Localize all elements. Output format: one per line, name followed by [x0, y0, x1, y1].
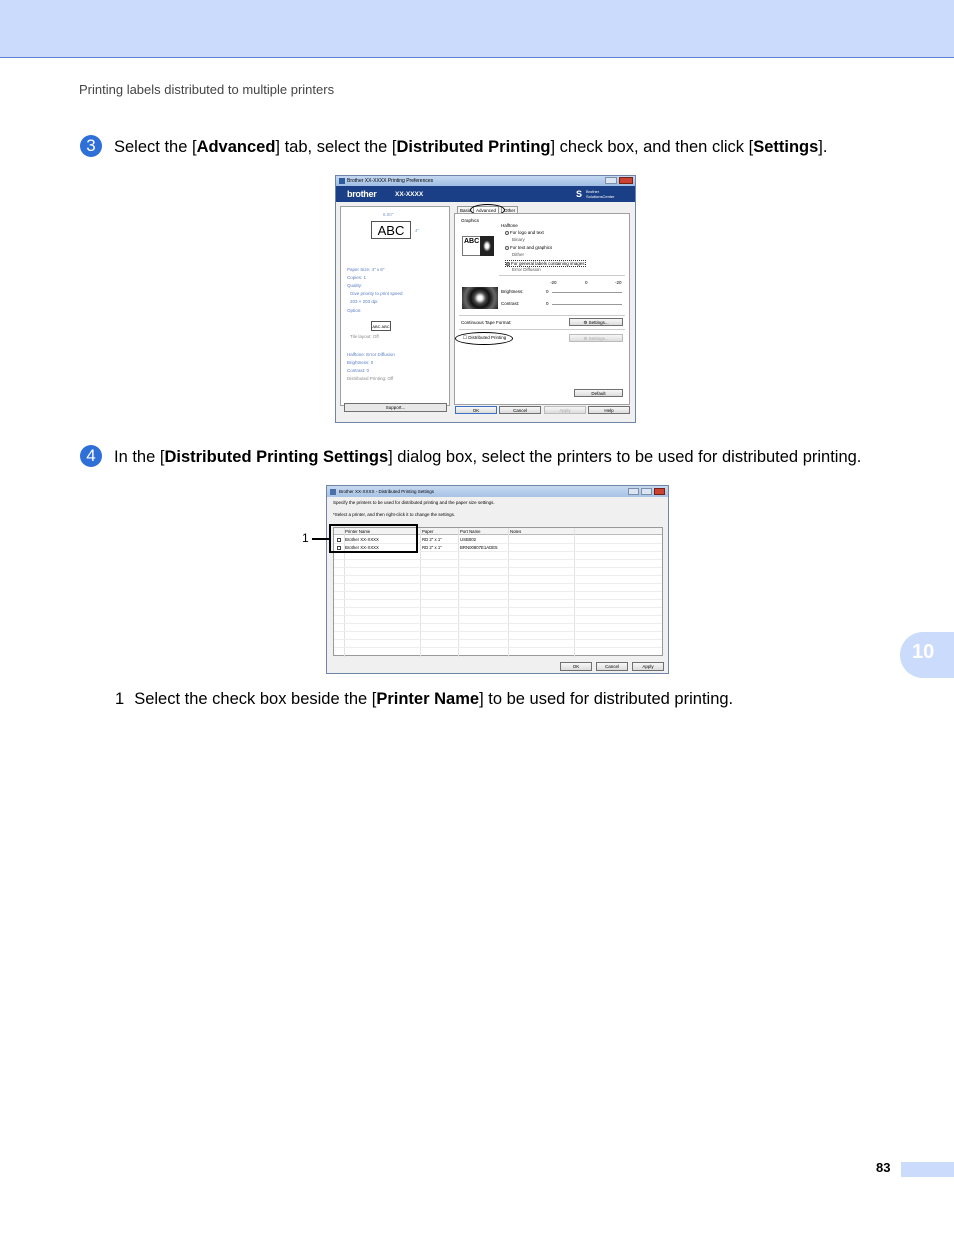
printer-icon	[339, 178, 345, 184]
title-bar	[336, 176, 635, 186]
solutions-center-link[interactable]: Brother SolutionsCenter	[586, 189, 615, 199]
brightness-label: Brightness:	[501, 289, 524, 294]
slider-tick-max: -20	[615, 280, 622, 285]
instruction-text: Specify the printers to be used for distributed printing and the paper size settings.	[333, 500, 495, 505]
column-divider	[458, 528, 459, 657]
halftone-label: Halftone	[501, 223, 518, 228]
table-cell: BRN00807E1ADE5	[460, 545, 498, 550]
flower-icon	[480, 236, 494, 256]
callout-number: 1	[302, 531, 309, 545]
gear-icon: ⚙	[583, 320, 588, 325]
row-line	[334, 615, 662, 616]
height-dimension: 4"	[415, 228, 420, 233]
width-dimension: 6.00"	[383, 212, 394, 217]
brightness-info: Brightness: 0	[347, 360, 374, 365]
copies-info: Copies: 1	[347, 275, 367, 280]
radio-icon	[505, 246, 509, 250]
divider	[499, 275, 625, 276]
maximize-icon[interactable]	[641, 488, 652, 495]
row-line	[334, 607, 662, 608]
ok-button[interactable]: OK	[560, 662, 592, 671]
distributed-settings-button[interactable]: ⚙ Settings...	[569, 334, 623, 342]
help-icon[interactable]	[605, 177, 617, 184]
distributed-settings-screenshot	[326, 485, 669, 674]
chapter-number: 10	[912, 641, 935, 663]
column-divider	[574, 528, 575, 657]
tile-info: Tile layout: Off	[350, 334, 379, 339]
item-bold: Printer Name	[376, 690, 480, 708]
option-info: Option:	[347, 308, 362, 313]
preview-panel	[340, 206, 450, 406]
column-header-paper[interactable]: Paper	[422, 529, 434, 534]
item-number: 1	[115, 690, 125, 708]
halftone-info: Halftone: Error Diffusion	[347, 352, 395, 357]
table-cell: RD 2" x 1"	[422, 537, 442, 542]
support-button[interactable]: Support...	[344, 403, 447, 412]
continuous-settings-button[interactable]: ⚙ Settings...	[569, 318, 623, 326]
printing-preferences-screenshot	[335, 175, 636, 423]
column-header-port-name[interactable]: Port Name	[460, 529, 481, 534]
callout-highlight	[329, 524, 418, 553]
apply-button[interactable]: Apply	[544, 406, 586, 414]
column-header-notes[interactable]: Notes	[510, 529, 522, 534]
row-line	[334, 623, 662, 624]
page-number: 83	[876, 1160, 891, 1175]
row-line	[334, 567, 662, 568]
slider-tick-min: -20	[550, 280, 557, 285]
column-divider	[420, 528, 421, 657]
row-line	[334, 575, 662, 576]
table-cell: USB002	[460, 537, 477, 542]
page-number-bar	[901, 1162, 954, 1177]
ok-button[interactable]: OK	[455, 406, 497, 414]
step-text: In the [Distributed Printing Settings] dialog box, select the printers to be used for distributed printing.	[114, 448, 862, 466]
cancel-button[interactable]: Cancel	[596, 662, 628, 671]
continuous-tape-label: Continuous Tape Format:	[461, 320, 512, 325]
contrast-info: Contrast: 0	[347, 368, 370, 373]
chapter-tab	[900, 632, 954, 678]
quality-value: Give priority to print speed	[350, 291, 403, 296]
row-line	[334, 647, 662, 648]
distributed-printing-checkbox[interactable]: ☐ Distributed Printing	[463, 335, 507, 340]
row-line	[334, 599, 662, 600]
divider	[459, 329, 625, 330]
table-cell: Brother XX-XXXX	[345, 537, 379, 542]
slider-tick-mid: 0	[585, 280, 588, 285]
close-icon[interactable]	[654, 488, 665, 495]
item-text: ] to be used for distributed printing.	[479, 690, 734, 708]
column-header-printer-name[interactable]: Printer Name	[345, 529, 371, 534]
solutions-center-icon: S	[576, 189, 583, 199]
contrast-label: Contrast:	[501, 301, 520, 306]
help-button[interactable]: Help	[588, 406, 630, 414]
quality-info: Quality:	[347, 283, 363, 288]
tab-advanced[interactable]: Advanced	[473, 206, 499, 214]
label-preview: ABC	[371, 221, 411, 239]
minimize-icon[interactable]	[628, 488, 639, 495]
step-text: Select the [Advanced] tab, select the [Distributed Printing] check box, and then click [Settings].	[114, 138, 828, 156]
radio-general-labels[interactable]: For general labels containing images	[505, 260, 586, 267]
callout-leader	[312, 538, 329, 540]
instruction-note: *Select a printer, and then right-click it to change the settings.	[333, 512, 456, 517]
tab-other[interactable]: Other	[501, 206, 518, 214]
row-line	[334, 559, 662, 560]
step-number: 3	[80, 135, 102, 157]
column-divider	[508, 528, 509, 657]
radio-logo-text[interactable]: For logo and text	[505, 230, 544, 235]
tab-basic[interactable]: Basic	[457, 206, 474, 214]
table-cell: Brother XX-XXXX	[345, 545, 379, 550]
contrast-slider[interactable]	[552, 304, 622, 305]
tile-preview: ABC ABC	[371, 321, 391, 331]
advanced-panel	[454, 213, 630, 405]
gear-icon: ⚙	[583, 336, 588, 341]
window-title: Brother XX-XXXX - Distributed Printing Settings	[339, 489, 435, 494]
image-preview-icon	[462, 287, 498, 309]
close-icon[interactable]	[619, 177, 633, 184]
item-text: Select the check box beside the [	[134, 690, 377, 708]
brightness-slider[interactable]	[552, 292, 622, 293]
dither-label: Dither	[512, 252, 525, 257]
table-cell: RD 2" x 1"	[422, 545, 442, 550]
graphics-label: Graphics	[461, 218, 480, 223]
graphics-sample-icon: ABC	[462, 236, 482, 256]
radio-icon	[505, 231, 509, 235]
row-line	[334, 591, 662, 592]
callout-description	[115, 690, 733, 709]
printer-icon	[330, 489, 336, 495]
brother-logo: brother	[347, 189, 377, 199]
distributed-info: Distributed Printing: Off	[347, 376, 394, 381]
step-number: 4	[80, 445, 102, 467]
paper-size-info: Paper Size: 4" x 6"	[347, 267, 385, 272]
row-line	[334, 583, 662, 584]
error-diffusion-label: Error Diffusion	[512, 267, 541, 272]
brightness-value: 0	[546, 289, 549, 294]
contrast-value: 0	[546, 301, 549, 306]
row-line	[334, 639, 662, 640]
divider	[459, 315, 625, 316]
running-head: Printing labels distributed to multiple printers	[79, 82, 335, 97]
model-name: XX-XXXX	[395, 191, 424, 198]
distributed-highlight	[455, 332, 513, 345]
row-line	[334, 631, 662, 632]
binary-label: Binary	[512, 237, 525, 242]
brand-bar	[336, 186, 635, 202]
radio-text-graphics[interactable]: For text and graphics	[505, 245, 552, 250]
apply-button[interactable]: Apply	[632, 662, 664, 671]
header-band	[0, 0, 954, 58]
radio-selected-icon	[506, 262, 510, 266]
cancel-button[interactable]: Cancel	[499, 406, 541, 414]
default-button[interactable]: Default	[574, 389, 623, 397]
title-bar	[327, 486, 668, 497]
resolution-info: 203 × 203 dpi	[350, 299, 378, 304]
window-title: Brother XX-XXXX Printing Preferences	[347, 178, 434, 184]
